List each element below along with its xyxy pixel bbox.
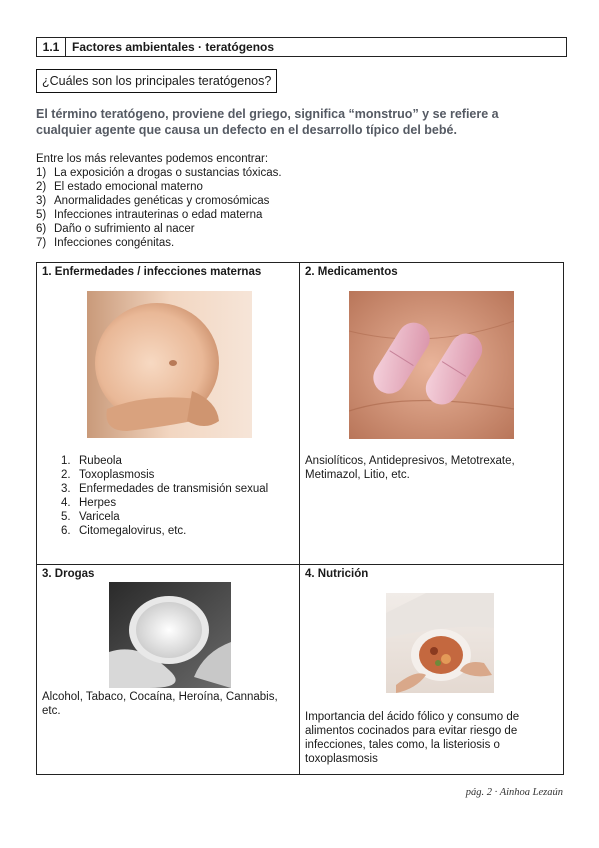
pills-image (349, 291, 514, 439)
list-item: 3) Anormalidades genéticas y cromosómicas (36, 195, 270, 207)
list-item: 5) Infecciones intrauterinas o edad materna (36, 209, 263, 221)
question-heading: ¿Cuáles son los principales teratógenos? (36, 69, 277, 93)
list-item: 1) La exposición a drogas o sustancias tóxicas. (36, 167, 282, 179)
medications-text: Ansiolíticos, Antidepresivos, Metotrexate, Metimazol, Litio, etc. (305, 455, 515, 481)
teratogen-table (36, 262, 564, 775)
list-item: 2) El estado emocional materno (36, 181, 203, 193)
intro-paragraph: El término teratógeno, proviene del griego, significa “monstruo” y se refiere a cualquier agente que causa un defecto en el desarrollo típico del bebé. (36, 107, 499, 137)
cell-title: 1. Enfermedades / infecciones maternas (42, 266, 262, 278)
list-item: 6) Daño o sufrimiento al nacer (36, 223, 195, 235)
drugs-text: Alcohol, Tabaco, Cocaína, Heroína, Cannabis, etc. (42, 691, 278, 717)
section-number: 1.1 (37, 38, 66, 56)
page-footer: pág. 2 · Ainhoa Lezaún (465, 787, 563, 798)
list-item: 6. Citomegalovirus, etc. (61, 525, 187, 537)
cell-medications (300, 263, 563, 565)
cell-maternal-infections (37, 263, 300, 565)
section-title: Factores ambientales · teratógenos (72, 40, 275, 54)
list-item: 4. Herpes (61, 497, 117, 509)
drugs-image (109, 582, 231, 688)
list-item: 1. Rubeola (61, 455, 122, 467)
list-item: 7) Infecciones congénitas. (36, 237, 175, 249)
section-header (36, 37, 567, 57)
cell-title: 3. Drogas (42, 568, 95, 580)
list-item: 2. Toxoplasmosis (61, 469, 155, 481)
list-item: 3. Enfermedades de transmisión sexual (61, 483, 269, 495)
nutrition-text: Importancia del ácido fólico y consumo de alimentos cocinados para evitar riesgo de infecciones, tales como, la listeriosis o toxoplasmosis (305, 711, 520, 765)
disease-list (61, 454, 268, 538)
pregnant-belly-image (87, 291, 252, 438)
list-item: 5. Varicela (61, 511, 120, 523)
cell-nutrition (300, 565, 563, 774)
nutrition-image (386, 593, 494, 693)
cell-title: 2. Medicamentos (305, 266, 398, 278)
list-lead: Entre los más relevantes podemos encontrar: (36, 153, 269, 165)
cell-title: 4. Nutrición (305, 568, 369, 580)
teratogen-list (36, 152, 282, 250)
cell-drugs (37, 565, 300, 774)
